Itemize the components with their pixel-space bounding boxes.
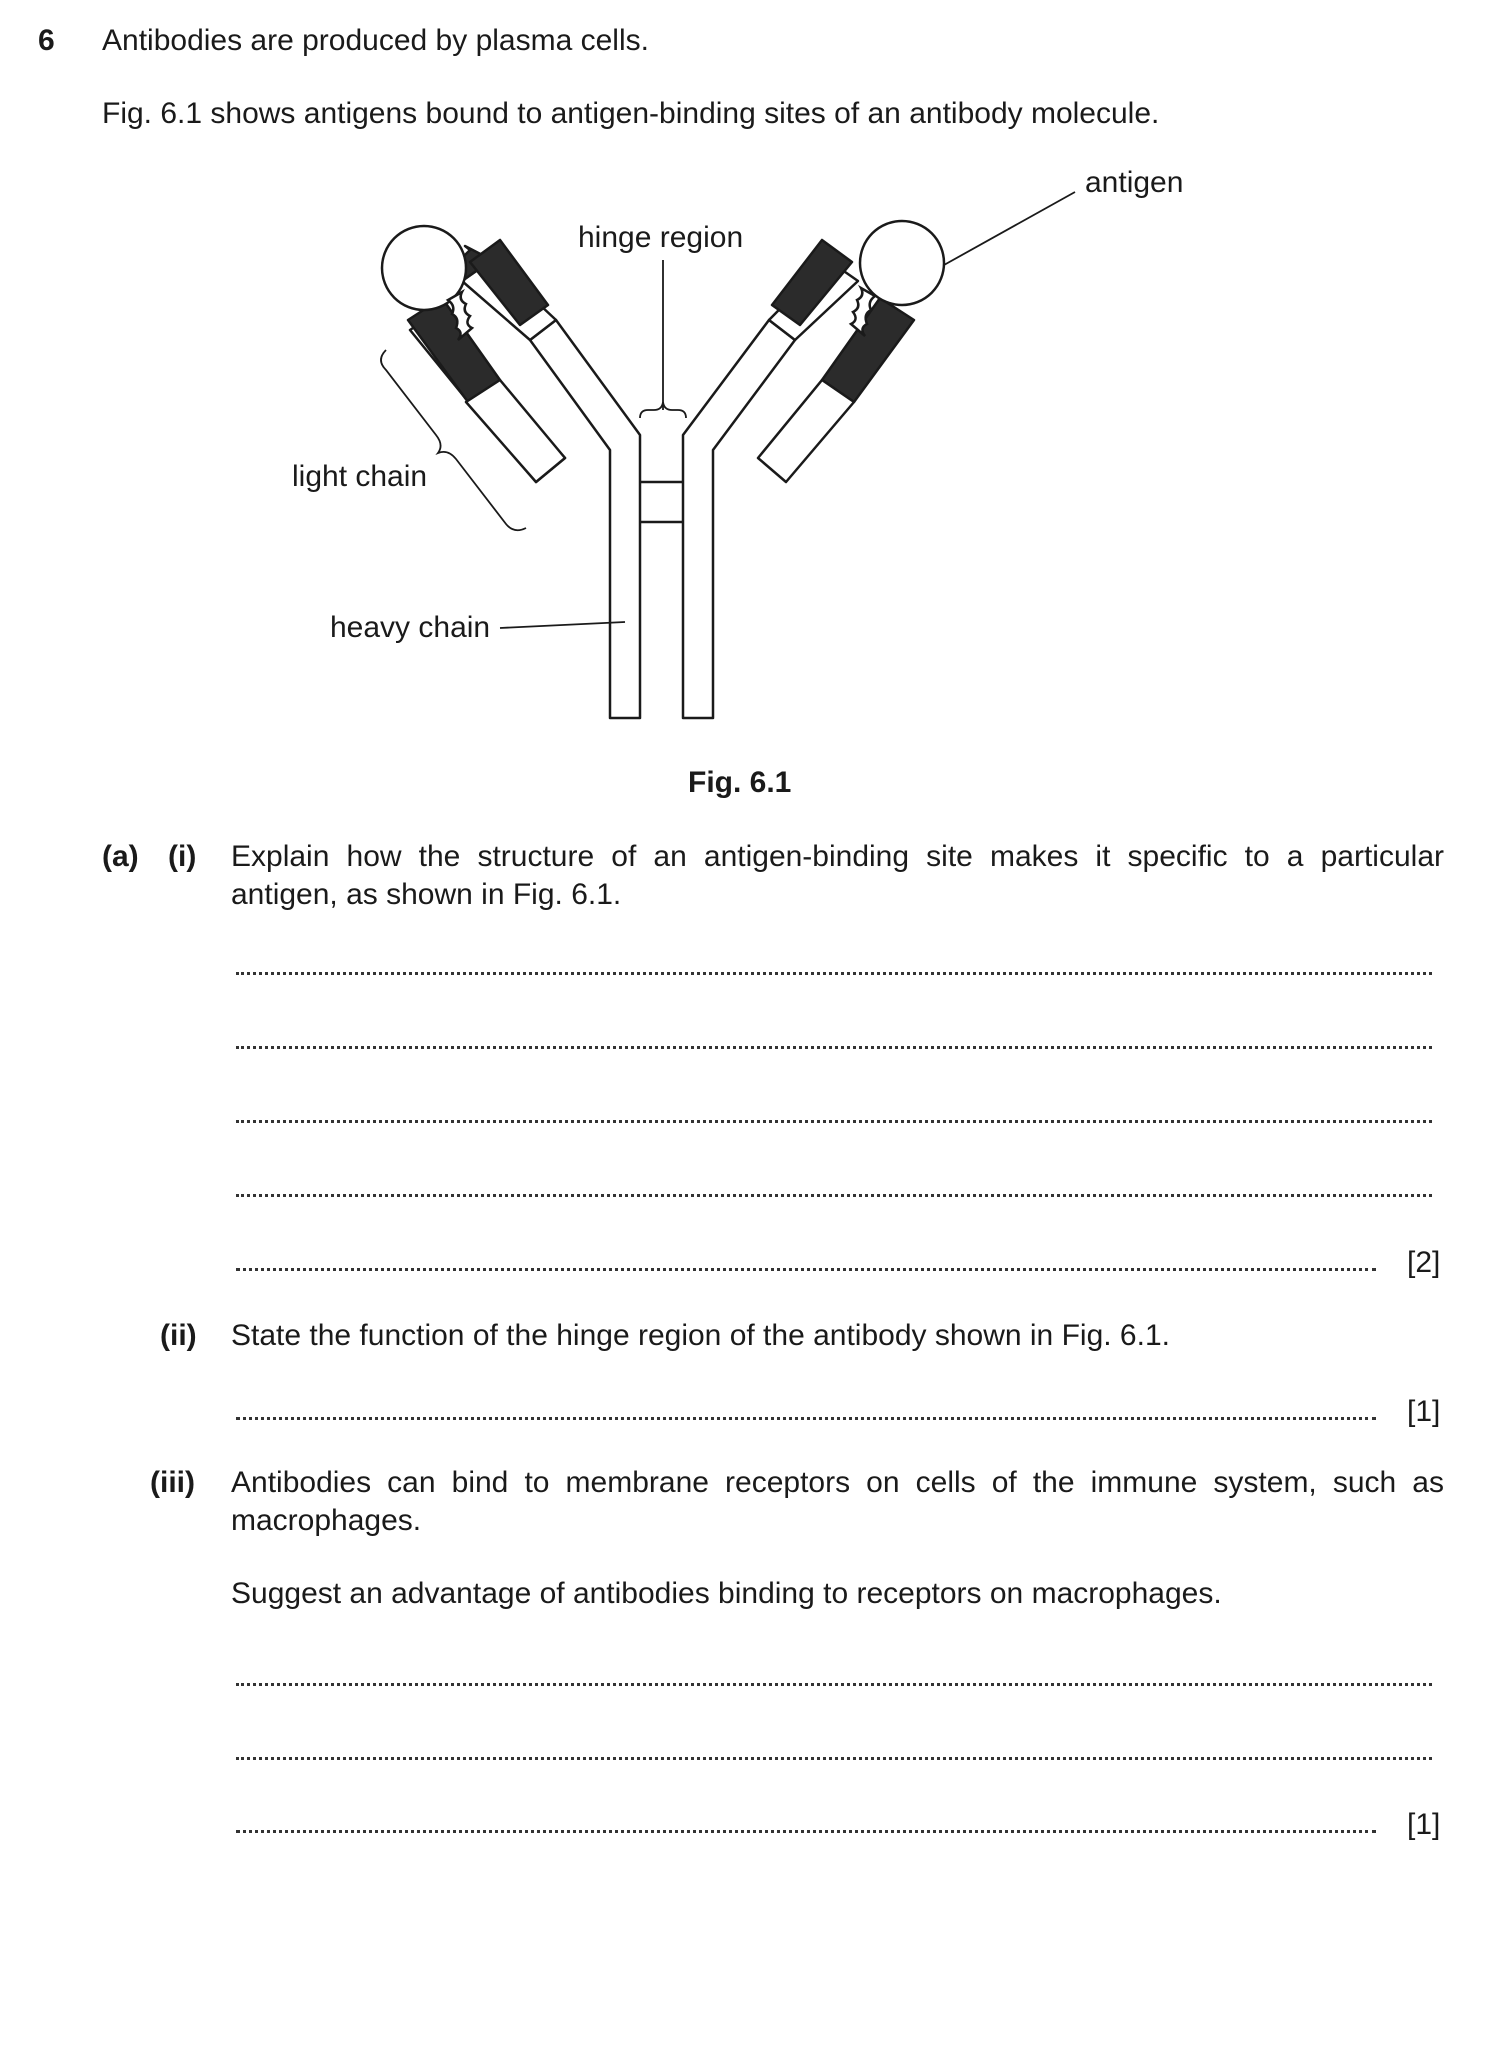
antigen-leader <box>944 192 1075 265</box>
figure-caption: Fig. 6.1 <box>688 766 792 799</box>
part-a-i-question: Explain how the structure of an antigen-binding site makes it specific to a particular antigen, as shown in Fig. 6.1. <box>231 840 1444 911</box>
label-hinge-region: hinge region <box>578 221 744 254</box>
question-intro: Antibodies are produced by plasma cells. <box>102 24 649 57</box>
part-a-label: (a) <box>102 840 139 873</box>
antibody-diagram <box>0 0 1500 800</box>
answer-line[interactable] <box>236 942 1432 975</box>
answer-line[interactable] <box>236 1016 1432 1049</box>
right-light-white-cap <box>758 380 854 482</box>
part-a-iii-statement: Antibodies can bind to membrane receptors on cells of the immune system, such as macrophages. <box>231 1466 1444 1537</box>
answer-line[interactable] <box>236 1653 1432 1686</box>
label-light-chain: light chain <box>292 460 428 493</box>
question-number: 6 <box>38 24 55 57</box>
answer-line[interactable] <box>236 1238 1376 1271</box>
part-a-ii-label: (ii) <box>160 1319 197 1352</box>
answer-line[interactable] <box>236 1387 1376 1420</box>
answer-line[interactable] <box>236 1800 1376 1833</box>
label-antigen: antigen <box>1085 166 1184 199</box>
label-heavy-chain: heavy chain <box>330 611 491 644</box>
figure-intro: Fig. 6.1 shows antigens bound to antigen-binding sites of an antibody molecule. <box>102 97 1160 130</box>
marks-a-ii: [1] <box>1407 1395 1441 1428</box>
answer-line[interactable] <box>236 1164 1432 1197</box>
part-a-ii-question: State the function of the hinge region of the antibody shown in Fig. 6.1. <box>231 1319 1170 1352</box>
answer-line[interactable] <box>236 1727 1432 1760</box>
heavy-chain-left <box>530 320 640 718</box>
part-a-i-label: (i) <box>168 840 197 873</box>
answer-line[interactable] <box>236 1090 1432 1123</box>
part-a-iii-prompt: Suggest an advantage of antibodies binding to receptors on macrophages. <box>231 1577 1222 1610</box>
marks-a-i: [2] <box>1407 1246 1441 1279</box>
heavy-chain-right <box>683 320 795 718</box>
left-light-white-cap <box>466 380 565 482</box>
heavy-chain-leader <box>500 622 625 628</box>
part-a-iii-label: (iii) <box>150 1466 195 1499</box>
marks-a-iii: [1] <box>1407 1808 1441 1841</box>
